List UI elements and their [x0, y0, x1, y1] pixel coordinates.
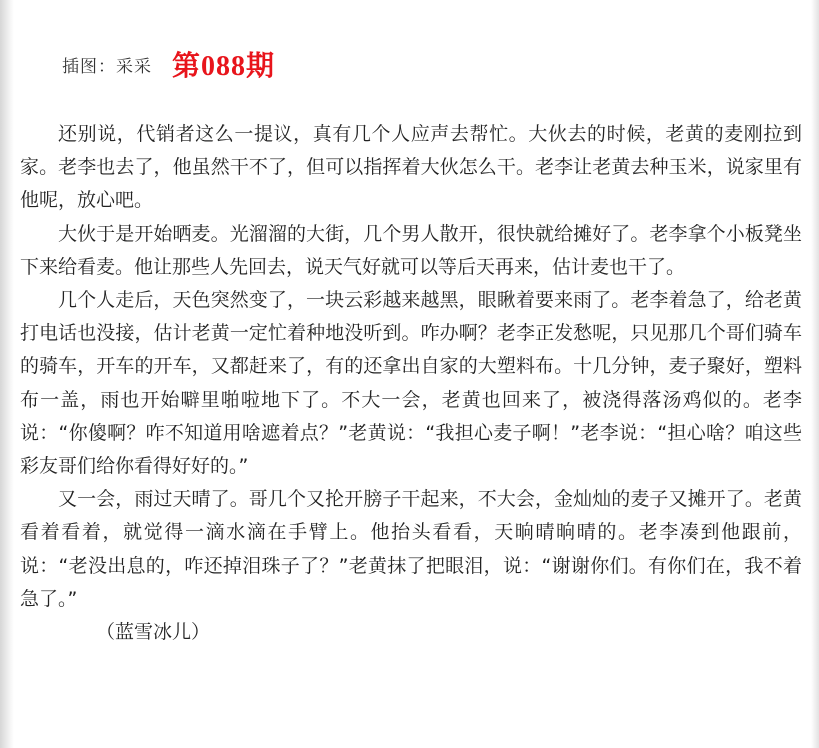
page-right-shadow	[811, 0, 819, 748]
illustration-credit: 插图：采采	[62, 56, 152, 77]
paragraph-2: 大伙于是开始晒麦。光溜溜的大街，几个男人散开，很快就给摊好了。老李拿个小板凳坐下来给看麦。他让那些人先回去，说天气好就可以等后天再来，估计麦也干了。	[20, 222, 802, 278]
paragraph-1: 还别说，代销者这么一提议，真有几个人应声去帮忙。大伙去的时候，老黄的麦刚拉到家。老李也去了，他虽然干不了，但可以指挥着大伙怎么干。老李让老黄去种玉米，说家里有他呢，放心吧。	[20, 123, 802, 212]
article-body	[20, 118, 802, 649]
page-left-shadow	[0, 0, 14, 748]
article-header	[62, 44, 275, 84]
issue-number: 第088期	[172, 51, 276, 82]
paragraph-3: 几个人走后，天色突然变了，一块云彩越来越黑，眼瞅着要来雨了。老李着急了，给老黄打电话也没接，估计老黄一定忙着种地没听到。咋办啊？老李正发愁呢，只见那几个哥们骑车的骑车，开车的开车，又都赶来了，有的还拿出自家的大塑料布。十几分钟，麦子聚好，塑料布一盖，雨也开始噼里啪啦地下了。不大一会，老黄也回来了，被浇得落汤鸡似的。老李说：“你傻啊？咋不知道用啥遮着点？”老黄说：“我担心麦子啊！”老李说：“担心啥？咱这些彩友哥们给你看得好好的。”	[20, 289, 802, 478]
paragraph-4: 又一会，雨过天晴了。哥几个又抡开膀子干起来，不大会，金灿灿的麦子又摊开了。老黄看着看着，就觉得一滴水滴在手臂上。他抬头看看，天晌晴晌晴的。老李凑到他跟前，说：“老没出息的，咋还掉泪珠子了？”老黄抹了把眼泪，说：“谢谢你们。有你们在，我不着急了。”	[20, 488, 802, 610]
author-signature: （蓝雪冰儿）	[96, 621, 211, 644]
